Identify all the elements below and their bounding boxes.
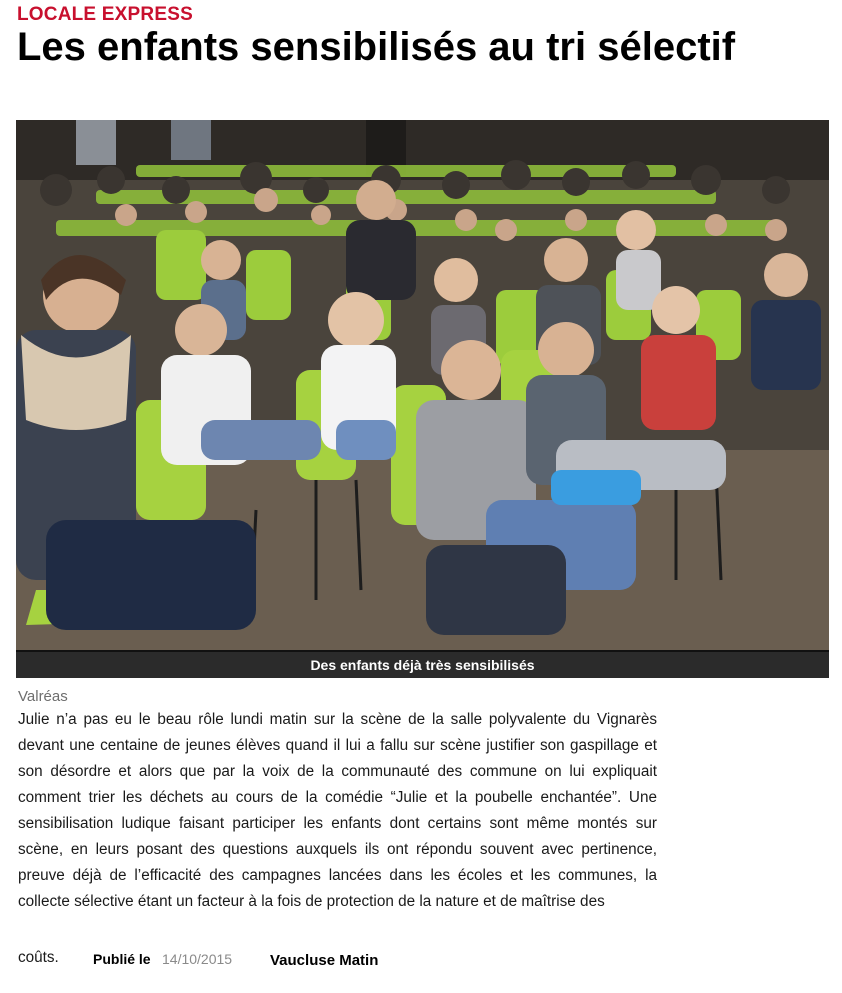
published-label: Publié le bbox=[93, 951, 151, 967]
article-headline: Les enfants sensibilisés au tri sélectif bbox=[17, 25, 736, 69]
article-location: Valréas bbox=[18, 688, 68, 705]
article-body: Julie n’a pas eu le beau rôle lundi matin sur la scène de la salle polyvalente du Vignarès devant une centaine de jeunes élèves quand il lui a fallu sur scène justifier son gaspillage et son désordre et alors que par la voix de la communauté des commune on lui expliquait comment trier les déchets au cours de la comédie “Julie et la poubelle enchantée”. Une sensibilisation ludique faisant participer les enfants dont certains sont même montés sur scène, en leurs posant des questions auxquels ils ont répondu souvent avec pertinence, preuve déjà de l’efficacité des campagnes lancées dans les écoles et les communes, la collecte sélective étant un facteur à la fois de protection de la nature et de maîtrise des bbox=[18, 711, 657, 910]
published-date: 14/10/2015 bbox=[162, 951, 233, 967]
section-kicker: LOCALE EXPRESS bbox=[17, 4, 193, 25]
source-name: Vaucluse Matin bbox=[270, 952, 379, 969]
article-body-last-word: coûts. bbox=[18, 949, 59, 966]
photo-caption-bar bbox=[16, 650, 829, 678]
article-photo bbox=[16, 120, 829, 650]
photo-caption: Des enfants déjà très sensibilisés bbox=[310, 657, 535, 673]
